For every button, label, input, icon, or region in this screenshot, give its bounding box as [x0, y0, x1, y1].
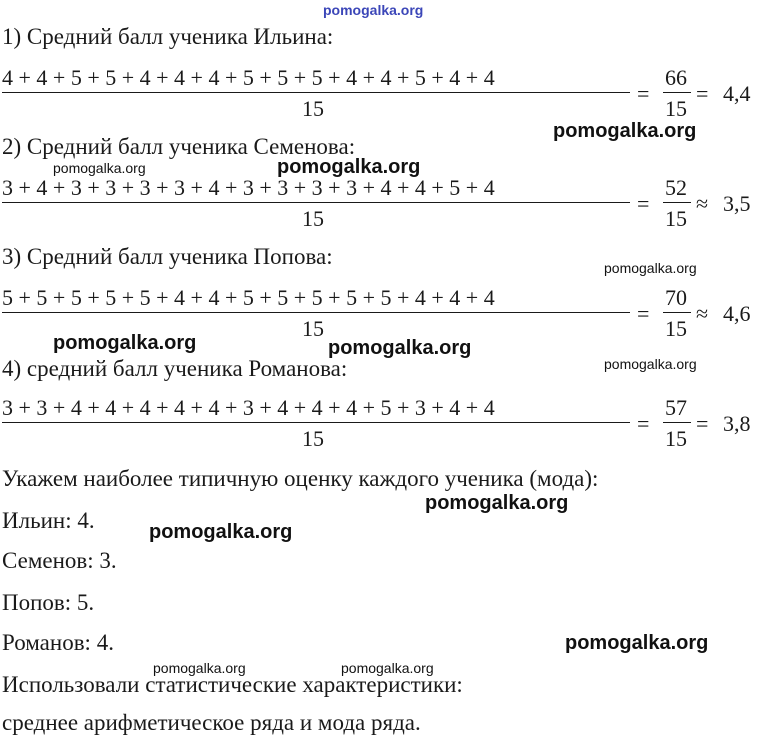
- mode-intro: Укажем наиболее типичную оценку каждого ученика (мода):: [2, 466, 599, 491]
- watermark: pomogalka.org: [604, 356, 697, 372]
- item-3-fraction-bar: [2, 312, 630, 313]
- item-4-equals: =: [637, 411, 650, 436]
- watermark: pomogalka.org: [277, 156, 421, 178]
- watermark: pomogalka.org: [328, 337, 472, 359]
- item-1-frac-bar: [663, 92, 691, 93]
- item-4-frac-num: 57: [665, 395, 687, 420]
- item-3-numerator: 5 + 5 + 5 + 5 + 5 + 4 + 4 + 5 + 5 + 5 + 5 + 5 + 4 + 4 + 4: [2, 285, 495, 310]
- mode-popov: Попов: 5.: [2, 590, 95, 615]
- item-1-relation: =: [696, 81, 709, 106]
- mode-romanov: Романов: 4.: [2, 630, 114, 655]
- conclusion-line-2: среднее арифметическое ряда и мода ряда.: [2, 710, 421, 735]
- item-3-result: 4,6: [723, 301, 751, 326]
- item-1-denominator: 15: [302, 96, 324, 121]
- item-3-equals: =: [637, 301, 650, 326]
- conclusion-line-1: Использовали статистические характеристики:: [2, 672, 463, 697]
- item-4-relation: =: [696, 411, 709, 436]
- watermark: pomogalka.org: [53, 332, 197, 354]
- item-2-frac-den: 15: [665, 206, 687, 231]
- item-1-result: 4,4: [723, 81, 751, 106]
- item-4-result: 3,8: [723, 411, 751, 436]
- item-4-frac-den: 15: [665, 426, 687, 451]
- item-2-equals: =: [637, 191, 650, 216]
- watermark: pomogalka.org: [341, 660, 434, 676]
- watermark: pomogalka.org: [53, 160, 146, 176]
- item-4-frac-bar: [663, 422, 691, 423]
- item-2-frac-bar: [663, 202, 691, 203]
- item-1-heading: 1) Средний балл ученика Ильина:: [2, 24, 334, 49]
- item-1-equals: =: [637, 81, 650, 106]
- watermark: pomogalka.org: [604, 260, 697, 276]
- item-1-numerator: 4 + 4 + 5 + 5 + 4 + 4 + 4 + 5 + 5 + 5 + 4 + 4 + 5 + 4 + 4: [2, 65, 495, 90]
- item-1-frac-den: 15: [665, 96, 687, 121]
- watermark: pomogalka.org: [553, 120, 697, 142]
- item-3-frac-den: 15: [665, 316, 687, 341]
- item-2-frac-num: 52: [665, 175, 687, 200]
- watermark: pomogalka.org: [425, 492, 569, 514]
- item-3-frac-bar: [663, 312, 691, 313]
- watermark: pomogalka.org: [149, 521, 293, 543]
- item-3-heading: 3) Средний балл ученика Попова:: [2, 244, 333, 269]
- item-3-denominator: 15: [302, 316, 324, 341]
- item-2-denominator: 15: [302, 206, 324, 231]
- item-1-frac-num: 66: [665, 65, 687, 90]
- item-2-fraction-bar: [2, 202, 630, 203]
- item-4-fraction-bar: [2, 422, 630, 423]
- item-1-fraction-bar: [2, 92, 630, 93]
- item-3-frac-num: 70: [665, 285, 687, 310]
- item-2-relation: ≈: [696, 191, 709, 216]
- mode-semenov: Семенов: 3.: [2, 548, 117, 573]
- item-2-numerator: 3 + 4 + 3 + 3 + 3 + 3 + 4 + 3 + 3 + 3 + 3 + 4 + 4 + 5 + 4: [2, 175, 495, 200]
- item-4-heading: 4) средний балл ученика Романова:: [2, 356, 348, 381]
- item-4-denominator: 15: [302, 426, 324, 451]
- item-2-result: 3,5: [723, 191, 751, 216]
- item-2-heading: 2) Средний балл ученика Семенова:: [2, 134, 356, 159]
- mode-ilyin: Ильин: 4.: [2, 508, 95, 533]
- watermark: pomogalka.org: [153, 660, 246, 676]
- item-4-numerator: 3 + 3 + 4 + 4 + 4 + 4 + 4 + 3 + 4 + 4 + 4 + 5 + 3 + 4 + 4: [2, 395, 495, 420]
- watermark-top: pomogalka.org: [323, 2, 424, 18]
- item-3-relation: ≈: [696, 301, 709, 326]
- watermark: pomogalka.org: [565, 632, 709, 654]
